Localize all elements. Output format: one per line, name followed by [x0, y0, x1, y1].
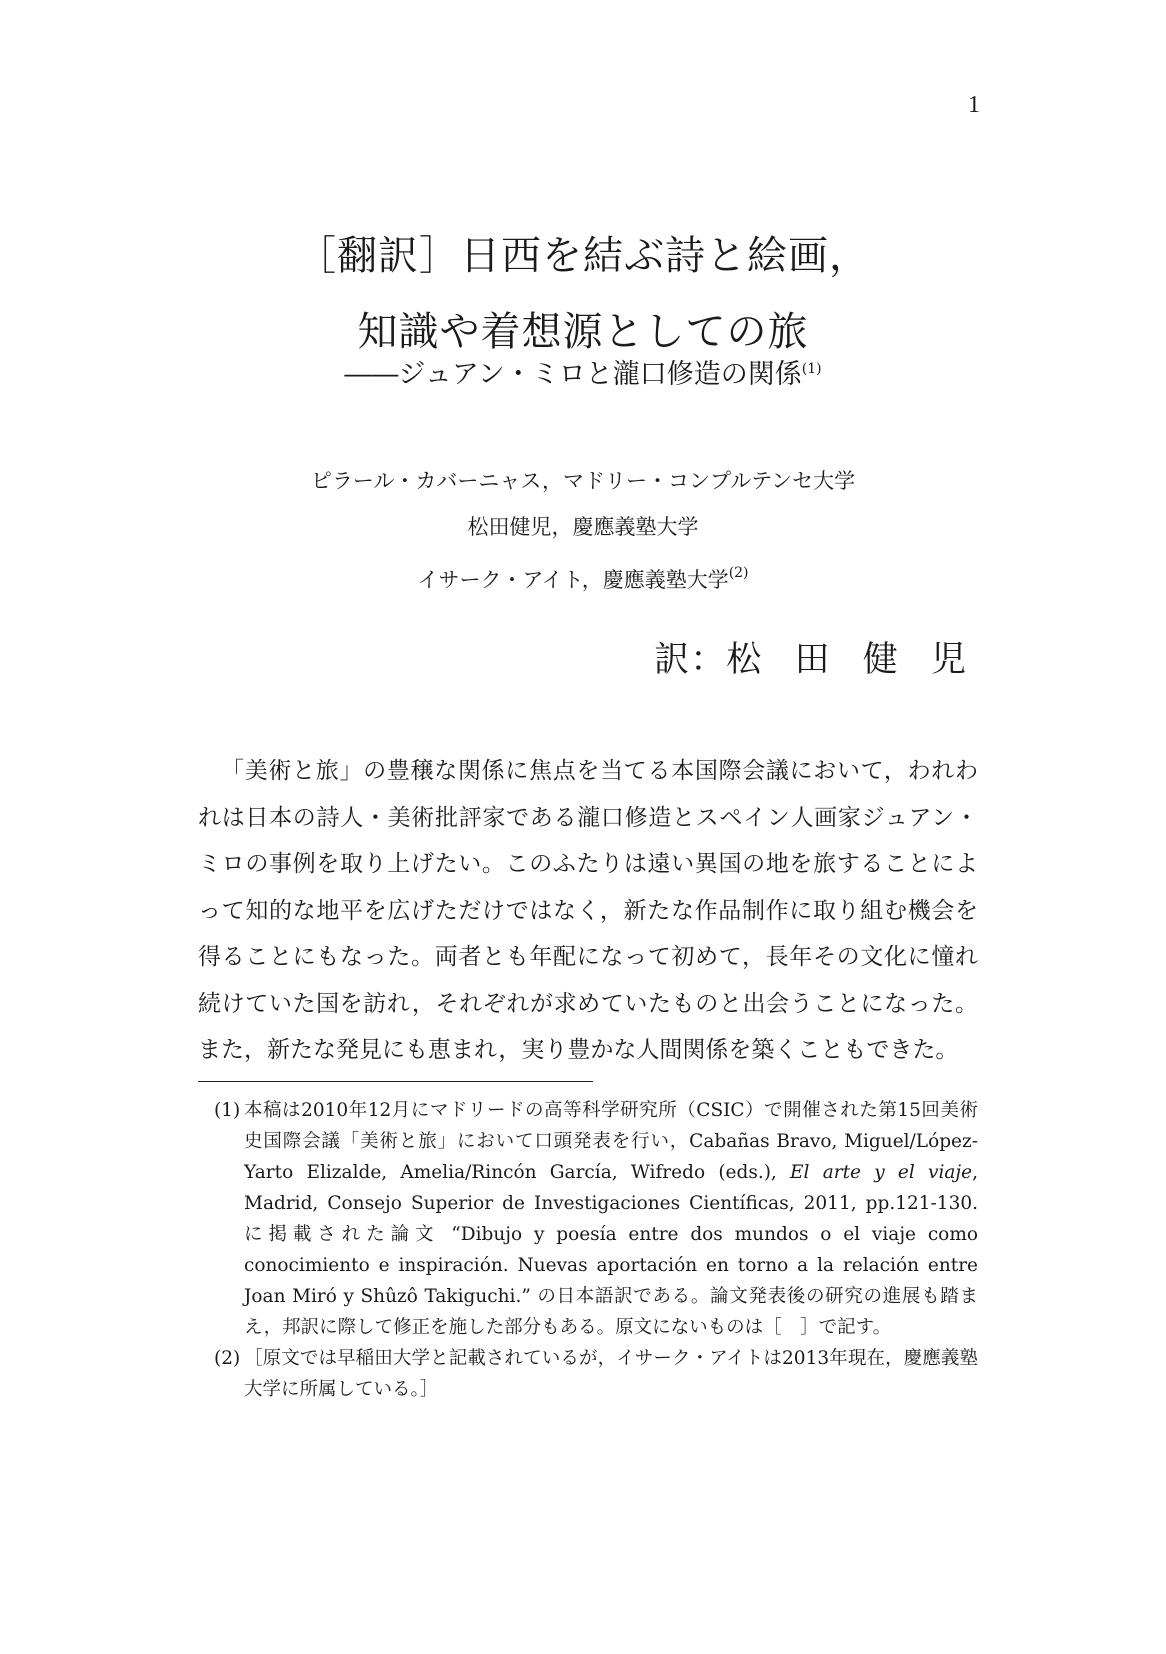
footnote-2-text: ［原文では早稲田大学と記載されているが，イサーク・アイトは2013年現在，慶應義塾大学に所属している。］	[244, 1348, 978, 1400]
translator-name: 松田健児	[726, 640, 1000, 680]
author-1-text: ピラール・カバーニャス，マドリー・コンプルテンセ大学	[310, 469, 856, 493]
article-subtitle	[0, 352, 1166, 391]
footnotes	[198, 1095, 978, 1405]
author-2-text: 松田健児，慶應義塾大学	[467, 515, 699, 539]
footnote-1-text-before: 本稿は2010年12月にマドリードの高等科学研究所（CSIC）で開催された第15回美術史国際会議「美術と旅」において口頭発表を行い，Cabañas Bravo, Miguel/López-Yarto Elizalde, Amelia/Rincón García, Wifredo (eds.),	[244, 1100, 978, 1183]
footnote-2-mark: (2)	[214, 1348, 241, 1369]
page-number: 1	[968, 92, 980, 118]
title-line-2: 知識や着想源としての旅	[357, 309, 809, 355]
author-3	[0, 550, 1166, 603]
subtitle-text: ――ジュアン・ミロと瀧口修造の関係	[344, 359, 802, 390]
translator-label: 訳：	[654, 640, 727, 680]
author-2	[0, 504, 1166, 550]
translator-credit	[654, 632, 1000, 682]
author-list	[0, 458, 1166, 603]
footnote-2	[198, 1343, 978, 1405]
footnote-separator	[198, 1081, 593, 1082]
footnote-1-italic-title: El arte y el viaje	[790, 1162, 973, 1183]
article-title	[0, 218, 1166, 370]
author-3-text: イサーク・アイト，慶應義塾大学	[417, 568, 729, 592]
author-1	[0, 458, 1166, 504]
body-paragraph: 「美術と旅」の豊穣な関係に焦点を当てる本国際会議において，われわれは日本の詩人・美術批評家である瀧口修造とスペイン人画家ジュアン・ミロの事例を取り上げたい。このふたりは遠い異国の地を旅することによって知的な地平を広げただけではなく，新たな作品制作に取り組む機会を得ることにもなった。両者とも年配になって初めて，長年その文化に憧れ続けていた国を訪れ，それぞれが求めていたものと出会うことになった。また，新たな発見にも恵まれ，実り豊かな人間関係を築くこともできた。	[198, 758, 978, 1063]
footnote-ref-1: (1)	[801, 361, 822, 377]
footnote-ref-2: (2)	[728, 565, 749, 581]
footnote-1-mark: (1)	[214, 1100, 241, 1121]
footnote-1-text-after: , Madrid, Consejo Superior de Investigaciones Científicas, 2011, pp.121-130. に掲載された論文 “Dibujo y poesía entre dos mundos o el viaje como conocimiento e inspiración. Nuevas aportación en torno a la relación entre Joan Miró y Shûzô Takiguchi.” の日本語訳である。論文発表後の研究の進展も踏まえ，邦訳に際して修正を施した部分もある。原文にないものは［ ］で記す。	[244, 1162, 978, 1338]
title-line-1: ［翻訳］日西を結ぶ詩と絵画，	[296, 233, 870, 279]
footnote-1	[198, 1095, 978, 1343]
